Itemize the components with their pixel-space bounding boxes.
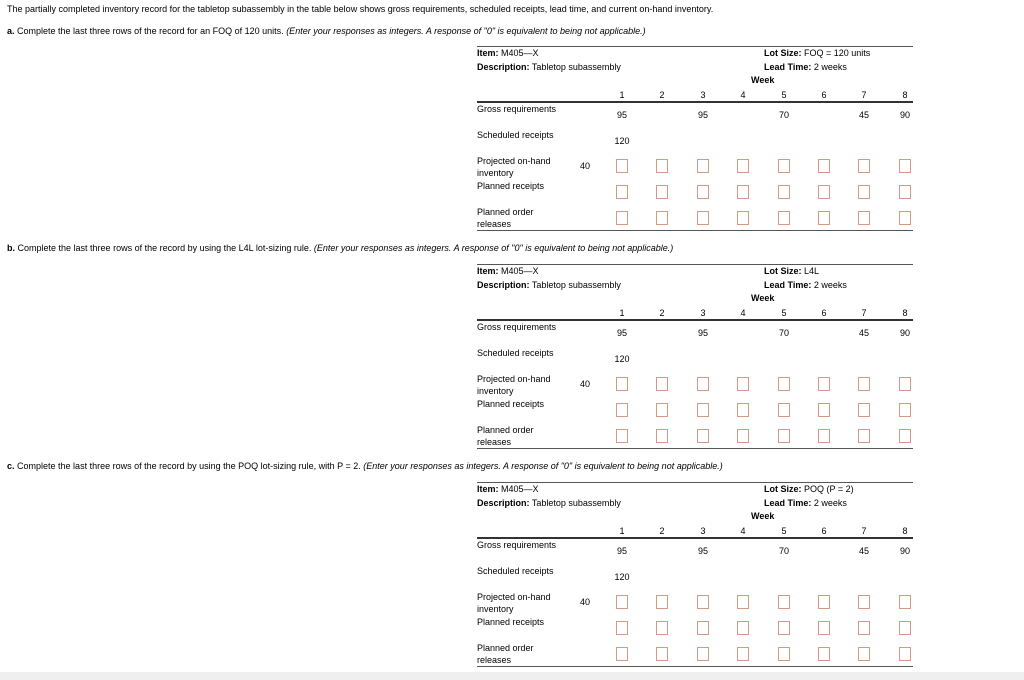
- planned-order-release-input[interactable]: [656, 211, 668, 225]
- week-number: 7: [861, 90, 867, 100]
- question-b: [7, 243, 673, 253]
- lot-size-label: Lot Size:: [764, 266, 802, 276]
- description-field: [477, 62, 621, 72]
- planned-receipts-label: Planned receipts: [477, 181, 545, 191]
- week-number: 4: [740, 90, 746, 100]
- lot-size-value: L4L: [804, 266, 820, 276]
- projected-on-hand-input[interactable]: [697, 377, 709, 391]
- projected-on-hand-input[interactable]: [858, 159, 870, 173]
- week-number: 4: [740, 526, 746, 536]
- planned-receipt-input[interactable]: [656, 403, 668, 417]
- planned-receipt-input[interactable]: [737, 621, 749, 635]
- week-number: 6: [821, 526, 827, 536]
- week-number: 3: [700, 308, 706, 318]
- projected-on-hand-input[interactable]: [818, 377, 830, 391]
- planned-receipt-input[interactable]: [858, 403, 870, 417]
- lot-size-value: POQ (P = 2): [804, 484, 854, 494]
- planned-receipt-input[interactable]: [899, 621, 911, 635]
- description-label: Description:: [477, 62, 530, 72]
- question-letter: a.: [7, 26, 15, 36]
- planned-order-release-input[interactable]: [899, 647, 911, 661]
- initial-on-hand-value: 40: [579, 597, 590, 607]
- planned-order-release-input[interactable]: [737, 429, 749, 443]
- question-c: [7, 461, 723, 471]
- inventory-record-poq: [477, 482, 913, 670]
- planned-order-release-input[interactable]: [656, 647, 668, 661]
- bottom-rule: [477, 448, 913, 449]
- projected-on-hand-input[interactable]: [737, 595, 749, 609]
- planned-receipt-input[interactable]: [656, 621, 668, 635]
- planned-receipt-input[interactable]: [818, 185, 830, 199]
- description-value: Tabletop subassembly: [531, 498, 621, 508]
- projected-on-hand-input[interactable]: [737, 159, 749, 173]
- week-number: 8: [902, 526, 908, 536]
- planned-order-releases-label: Planned order releases: [477, 425, 534, 447]
- week-title: Week: [751, 511, 775, 521]
- gross-requirement-value: 95: [616, 546, 627, 556]
- inventory-record-l4l: [477, 264, 913, 452]
- question-text: Complete the last three rows of the record by using the L4L lot-sizing rule.: [17, 243, 312, 253]
- gross-requirement-value: 90: [899, 546, 910, 556]
- question-note: (Enter your responses as integers. A response of "0" is equivalent to being not applicable.): [363, 461, 723, 471]
- lot-size-label: Lot Size:: [764, 484, 802, 494]
- question-note: (Enter your responses as integers. A response of "0" is equivalent to being not applicable.): [286, 26, 646, 36]
- scheduled-receipt-value: 120: [614, 136, 630, 146]
- planned-order-release-input[interactable]: [818, 429, 830, 443]
- lot-size-field: [764, 48, 870, 58]
- inventory-record-foq: [477, 46, 913, 234]
- planned-order-release-input[interactable]: [778, 647, 790, 661]
- planned-order-release-input[interactable]: [616, 429, 628, 443]
- planned-receipt-input[interactable]: [818, 621, 830, 635]
- gross-requirement-value: 90: [899, 110, 910, 120]
- projected-on-hand-input[interactable]: [778, 377, 790, 391]
- planned-receipt-input[interactable]: [616, 185, 628, 199]
- scheduled-receipts-label: Scheduled receipts: [477, 566, 554, 576]
- item-label: Item:: [477, 48, 499, 58]
- planned-order-release-input[interactable]: [616, 647, 628, 661]
- top-rule: [477, 482, 913, 483]
- projected-on-hand-input[interactable]: [656, 595, 668, 609]
- planned-order-release-input[interactable]: [656, 429, 668, 443]
- projected-on-hand-input[interactable]: [697, 159, 709, 173]
- planned-receipt-input[interactable]: [778, 621, 790, 635]
- initial-on-hand-value: 40: [579, 161, 590, 171]
- gross-requirement-value: 70: [778, 110, 789, 120]
- gross-requirement-value: 45: [858, 546, 869, 556]
- scheduled-receipt-value: 120: [614, 572, 630, 582]
- planned-order-releases-label: Planned order releases: [477, 643, 534, 665]
- gross-requirements-label: Gross requirements: [477, 104, 557, 114]
- planned-order-release-input[interactable]: [899, 211, 911, 225]
- lot-size-field: [764, 266, 819, 276]
- question-text: Complete the last three rows of the record for an FOQ of 120 units.: [17, 26, 284, 36]
- planned-order-release-input[interactable]: [899, 429, 911, 443]
- planned-order-release-input[interactable]: [737, 647, 749, 661]
- projected-on-hand-input[interactable]: [899, 377, 911, 391]
- description-value: Tabletop subassembly: [531, 280, 621, 290]
- lead-time-value: 2 weeks: [813, 280, 847, 290]
- gross-requirement-value: 95: [697, 546, 708, 556]
- item-value: M405—X: [501, 266, 539, 276]
- description-field: [477, 498, 621, 508]
- planned-order-release-input[interactable]: [778, 211, 790, 225]
- gross-requirement-value: 95: [697, 110, 708, 120]
- gross-requirement-value: 95: [616, 110, 627, 120]
- planned-order-release-input[interactable]: [858, 211, 870, 225]
- planned-order-release-input[interactable]: [737, 211, 749, 225]
- planned-order-release-input[interactable]: [858, 429, 870, 443]
- item-field: [477, 48, 539, 58]
- gross-requirement-value: 70: [778, 328, 789, 338]
- planned-receipt-input[interactable]: [697, 403, 709, 417]
- question-note: (Enter your responses as integers. A response of "0" is equivalent to being not applicable.): [313, 243, 674, 253]
- planned-order-release-input[interactable]: [858, 647, 870, 661]
- projected-on-hand-input[interactable]: [778, 595, 790, 609]
- gross-requirement-value: 95: [616, 328, 627, 338]
- planned-receipt-input[interactable]: [656, 185, 668, 199]
- scheduled-receipt-value: 120: [614, 354, 630, 364]
- projected-on-hand-input[interactable]: [616, 159, 628, 173]
- planned-order-releases-label: Planned order releases: [477, 207, 534, 229]
- week-number: 8: [902, 308, 908, 318]
- projected-on-hand-input[interactable]: [778, 159, 790, 173]
- planned-receipt-input[interactable]: [818, 403, 830, 417]
- projected-on-hand-input[interactable]: [858, 595, 870, 609]
- scheduled-receipts-label: Scheduled receipts: [477, 130, 554, 140]
- projected-on-hand-label: Projected on-hand inventory: [477, 156, 551, 178]
- week-number: 2: [659, 90, 665, 100]
- week-number: 5: [781, 526, 787, 536]
- planned-receipt-input[interactable]: [737, 185, 749, 199]
- description-field: [477, 280, 621, 290]
- planned-receipt-input[interactable]: [778, 185, 790, 199]
- lead-time-label: Lead Time:: [764, 280, 812, 290]
- gross-requirement-value: 90: [899, 328, 910, 338]
- top-rule: [477, 264, 913, 265]
- projected-on-hand-input[interactable]: [616, 377, 628, 391]
- question-letter: c.: [7, 461, 15, 471]
- initial-on-hand-value: 40: [579, 379, 590, 389]
- planned-receipt-input[interactable]: [697, 621, 709, 635]
- week-title: Week: [751, 293, 775, 303]
- projected-on-hand-label: Projected on-hand inventory: [477, 374, 551, 396]
- week-number: 7: [861, 308, 867, 318]
- description-label: Description:: [477, 498, 530, 508]
- projected-on-hand-input[interactable]: [899, 159, 911, 173]
- lead-time-label: Lead Time:: [764, 62, 812, 72]
- gross-requirement-value: 45: [858, 328, 869, 338]
- projected-on-hand-input[interactable]: [858, 377, 870, 391]
- item-label: Item:: [477, 484, 499, 494]
- gross-requirement-value: 45: [858, 110, 869, 120]
- question-a: [7, 26, 646, 36]
- lead-time-label: Lead Time:: [764, 498, 812, 508]
- week-number: 5: [781, 90, 787, 100]
- planned-receipt-input[interactable]: [858, 185, 870, 199]
- projected-on-hand-input[interactable]: [656, 159, 668, 173]
- description-label: Description:: [477, 280, 530, 290]
- lot-size-label: Lot Size:: [764, 48, 802, 58]
- footer-bar: [0, 672, 1024, 680]
- week-number: 2: [659, 308, 665, 318]
- planned-receipt-input[interactable]: [616, 621, 628, 635]
- planned-receipts-label: Planned receipts: [477, 399, 545, 409]
- planned-order-release-input[interactable]: [697, 647, 709, 661]
- projected-on-hand-input[interactable]: [656, 377, 668, 391]
- week-number: 3: [700, 526, 706, 536]
- week-number: 1: [619, 90, 625, 100]
- item-field: [477, 266, 539, 276]
- planned-receipt-input[interactable]: [899, 185, 911, 199]
- question-text: Complete the last three rows of the record by using the POQ lot-sizing rule, with P = 2.: [17, 461, 361, 471]
- projected-on-hand-input[interactable]: [697, 595, 709, 609]
- top-rule: [477, 46, 913, 47]
- projected-on-hand-input[interactable]: [818, 595, 830, 609]
- lot-size-value: FOQ = 120 units: [804, 48, 871, 58]
- gross-requirement-value: 95: [697, 328, 708, 338]
- item-value: M405—X: [501, 484, 539, 494]
- lead-time-value: 2 weeks: [813, 498, 847, 508]
- intro-text: The partially completed inventory record for the tabletop subassembly in the table below shows gross requirements, scheduled receipts, lead time, and current on-hand inventory.: [7, 4, 714, 14]
- description-value: Tabletop subassembly: [531, 62, 621, 72]
- planned-receipt-input[interactable]: [899, 403, 911, 417]
- lead-time-field: [764, 498, 847, 508]
- week-number: 6: [821, 308, 827, 318]
- week-number: 3: [700, 90, 706, 100]
- week-number: 7: [861, 526, 867, 536]
- week-number: 8: [902, 90, 908, 100]
- item-field: [477, 484, 539, 494]
- projected-on-hand-label: Projected on-hand inventory: [477, 592, 551, 614]
- lead-time-field: [764, 62, 847, 72]
- week-number: 1: [619, 526, 625, 536]
- bottom-rule: [477, 666, 913, 667]
- planned-order-release-input[interactable]: [818, 647, 830, 661]
- planned-order-release-input[interactable]: [697, 211, 709, 225]
- projected-on-hand-input[interactable]: [616, 595, 628, 609]
- projected-on-hand-input[interactable]: [899, 595, 911, 609]
- lot-size-field: [764, 484, 854, 494]
- planned-order-release-input[interactable]: [616, 211, 628, 225]
- week-number: 2: [659, 526, 665, 536]
- item-value: M405—X: [501, 48, 539, 58]
- projected-on-hand-input[interactable]: [818, 159, 830, 173]
- planned-receipts-label: Planned receipts: [477, 617, 545, 627]
- week-number: 4: [740, 308, 746, 318]
- planned-order-release-input[interactable]: [778, 429, 790, 443]
- gross-requirements-label: Gross requirements: [477, 322, 557, 332]
- lead-time-value: 2 weeks: [813, 62, 847, 72]
- planned-receipt-input[interactable]: [858, 621, 870, 635]
- week-number: 6: [821, 90, 827, 100]
- planned-receipt-input[interactable]: [737, 403, 749, 417]
- question-letter: b.: [7, 243, 15, 253]
- planned-receipt-input[interactable]: [778, 403, 790, 417]
- bottom-rule: [477, 230, 913, 231]
- projected-on-hand-input[interactable]: [737, 377, 749, 391]
- gross-requirements-label: Gross requirements: [477, 540, 557, 550]
- week-title: Week: [751, 75, 775, 85]
- planned-order-release-input[interactable]: [697, 429, 709, 443]
- planned-order-release-input[interactable]: [818, 211, 830, 225]
- item-label: Item:: [477, 266, 499, 276]
- week-number: 1: [619, 308, 625, 318]
- planned-receipt-input[interactable]: [616, 403, 628, 417]
- planned-receipt-input[interactable]: [697, 185, 709, 199]
- lead-time-field: [764, 280, 847, 290]
- scheduled-receipts-label: Scheduled receipts: [477, 348, 554, 358]
- gross-requirement-value: 70: [778, 546, 789, 556]
- week-number: 5: [781, 308, 787, 318]
